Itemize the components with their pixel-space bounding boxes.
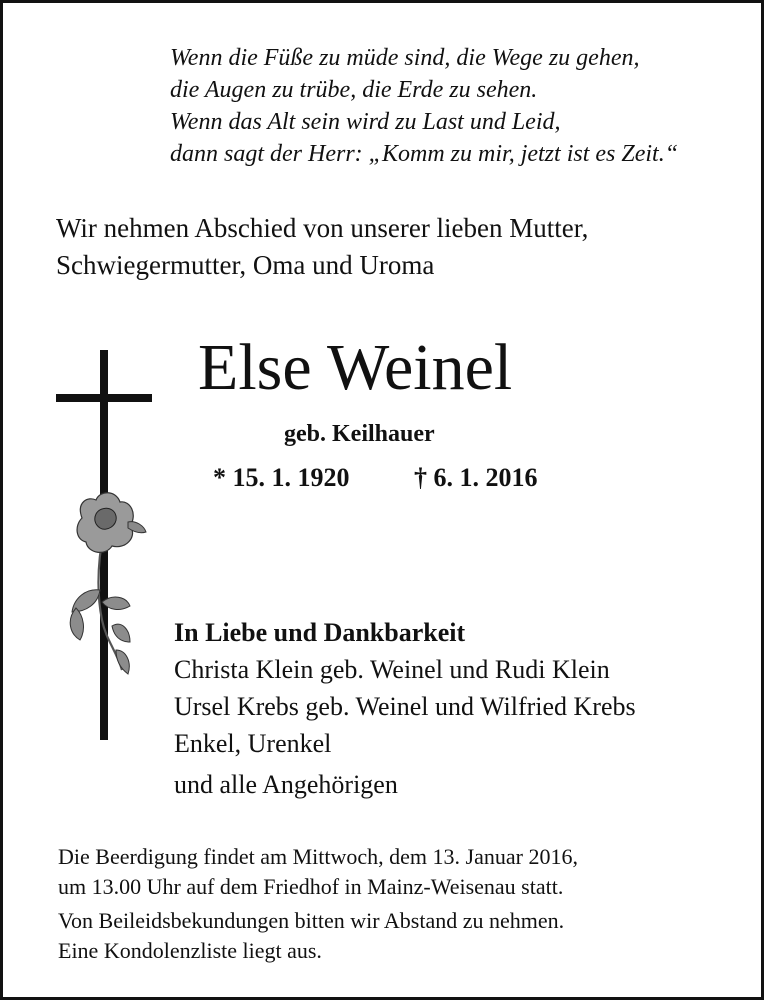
notice-line: Von Beileidsbekundungen bitten wir Abstand zu nehmen. <box>58 908 565 933</box>
death-date: † 6. 1. 2016 <box>414 463 538 492</box>
mourners-closing: und alle Angehörigen <box>174 770 398 799</box>
poem-line: die Augen zu trübe, die Erde zu sehen. <box>170 77 538 103</box>
poem <box>170 42 678 170</box>
notice-line: Eine Kondolenzliste liegt aus. <box>58 938 322 963</box>
notice-line: Die Beerdigung findet am Mittwoch, dem 13. Januar 2016, <box>58 844 578 869</box>
poem-line: Wenn das Alt sein wird zu Last und Leid, <box>170 109 561 135</box>
notice-line: um 13.00 Uhr auf dem Friedhof in Mainz-Weisenau statt. <box>58 874 564 899</box>
intro-line: Schwiegermutter, Oma und Uroma <box>56 250 435 280</box>
poem-line: dann sagt der Herr: „Komm zu mir, jetzt ist es Zeit.“ <box>170 141 679 167</box>
funeral-notice <box>58 842 578 966</box>
mourners <box>174 614 636 803</box>
mourners-heading: In Liebe und Dankbarkeit <box>174 618 466 647</box>
deceased-name: Else Weinel <box>198 331 513 404</box>
intro-line: Wir nehmen Abschied von unserer lieben Mutter, <box>56 213 589 243</box>
farewell-intro <box>56 210 588 284</box>
life-dates <box>213 460 538 496</box>
poem-line: Wenn die Füße zu müde sind, die Wege zu gehen, <box>170 45 640 71</box>
mourner-line: Enkel, Urenkel <box>174 729 332 758</box>
birth-date: * 15. 1. 1920 <box>213 463 350 492</box>
mourner-line: Christa Klein geb. Weinel und Rudi Klein <box>174 655 610 684</box>
birth-name: geb. Keilhauer <box>284 421 435 447</box>
mourner-line: Ursel Krebs geb. Weinel und Wilfried Krebs <box>174 692 636 721</box>
cross-with-rose-icon <box>56 350 152 742</box>
